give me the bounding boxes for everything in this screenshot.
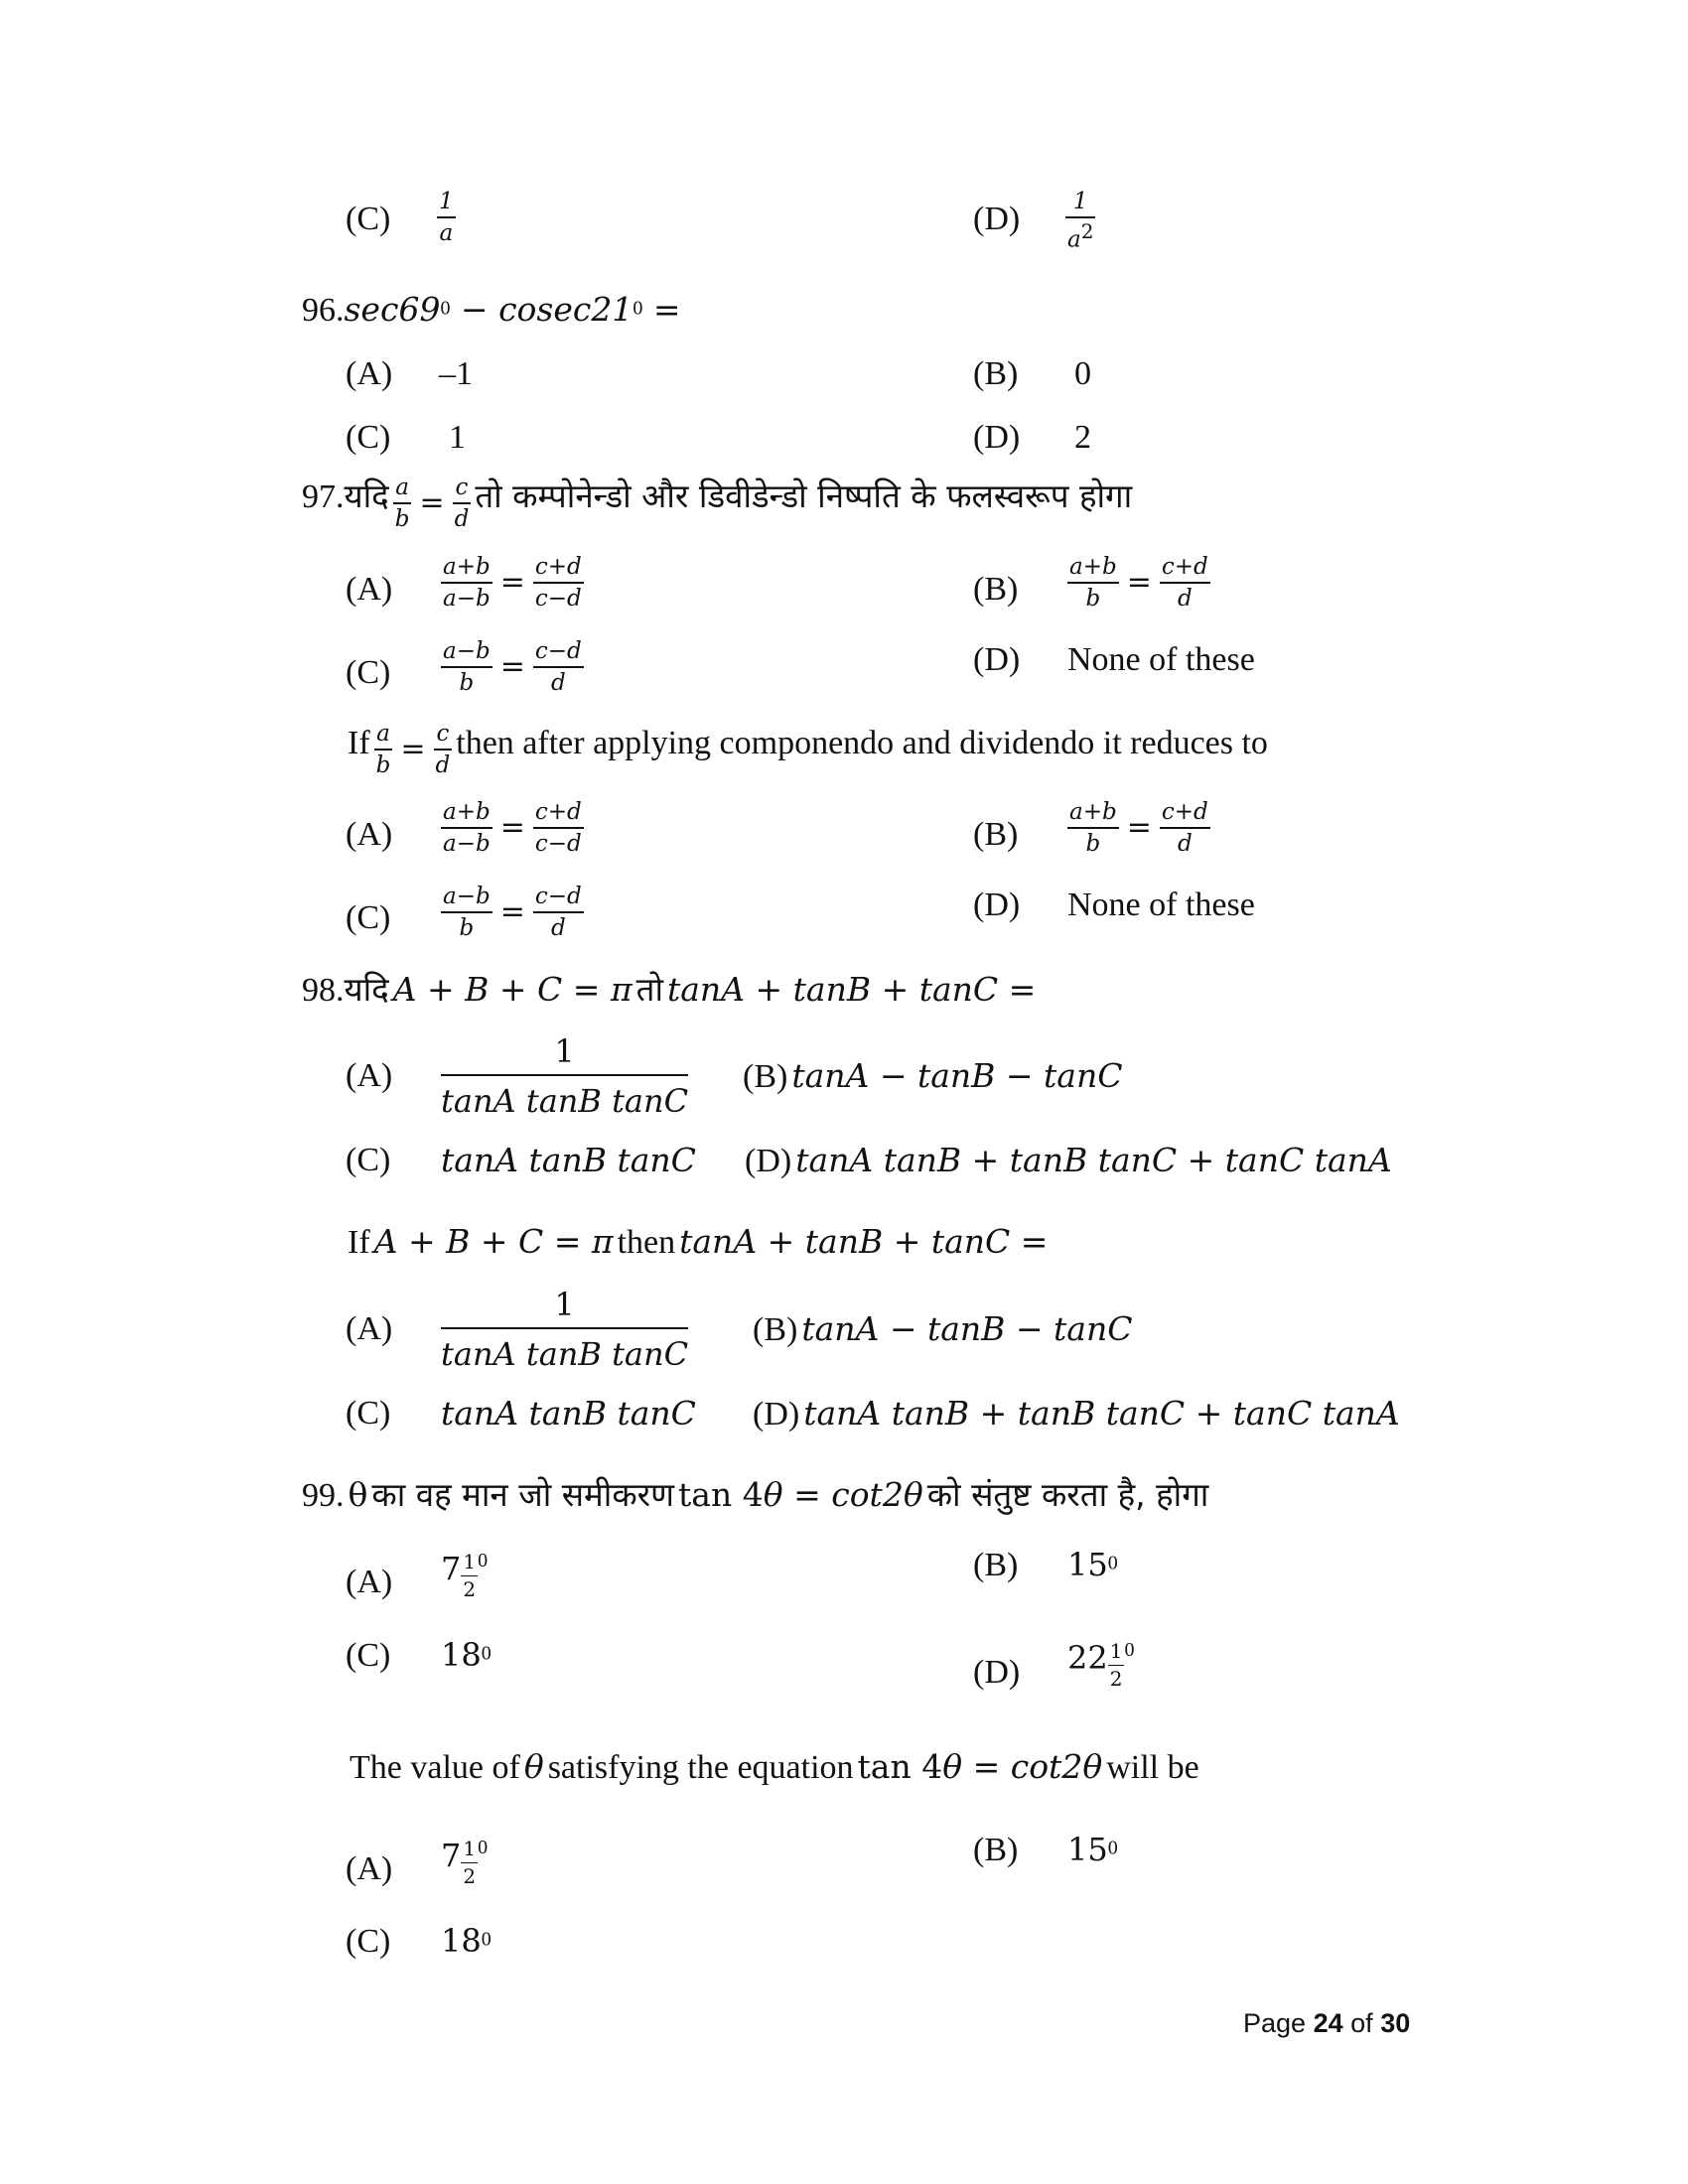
q98-en-option-d: (D) tanA tanB + tanB tanC + tanC tanA (753, 1394, 1400, 1433)
q96-question: 96.sec690 − cosec210 = (302, 290, 681, 329)
q99-hi-option-d-label: (D) (973, 1654, 1021, 1691)
q95-option-c-value (437, 189, 456, 247)
q99-en-option-a-value: 7 $\frac{1}{2}$ 0 (441, 1837, 489, 1888)
q98-en-option-b: (B) tanA − tanB − tanC (753, 1309, 1133, 1348)
q98-hi-option-b: (B) tanA − tanB − tanC (743, 1056, 1123, 1095)
q98-hi-option-c-label: (C) (346, 1142, 391, 1178)
fraction: $\frac{c}{d}$ (454, 475, 470, 533)
q98-hi-option-c-value: tanA tanB tanC (441, 1141, 696, 1179)
q96-option-b-value: 0 (1074, 355, 1091, 392)
q99-en-option-b-label: (B) (973, 1832, 1019, 1868)
fraction: $\frac{1}{a2}$ (1067, 189, 1094, 254)
q96-option-a-label: (A) (346, 355, 393, 392)
q97-en-option-c-value: $\frac{a-b}{b}$ = $\frac{c-d}{d}$ (443, 884, 582, 942)
q97-en-option-b-label: (B) (973, 816, 1019, 853)
q99-hi-option-d-value: 22 $\frac{1}{2}$ 0 (1067, 1639, 1135, 1691)
q99-hi-option-b-value: 150 (1067, 1546, 1118, 1583)
question-number: 98. (302, 972, 345, 1009)
fraction: $\frac{a}{b}$ (394, 475, 410, 533)
q99-en-option-a-label: (A) (346, 1850, 393, 1887)
q99-en-option-c-label: (C) (346, 1923, 391, 1960)
page-number-footer: Page 24 of 30 (1243, 2008, 1411, 2038)
q97-hi-option-c-value: $\frac{a-b}{b}$ = $\frac{c-d}{d}$ (443, 638, 582, 697)
question-number: 96. (302, 292, 345, 329)
q96-option-a-value: –1 (439, 355, 473, 392)
q97-hi-option-b-label: (B) (973, 571, 1019, 608)
q99-hi-option-c-label: (C) (346, 1637, 391, 1674)
q97-hi-option-c-label: (C) (346, 654, 391, 691)
q99-hi-option-a-value: 7 $\frac{1}{2}$ 0 (441, 1550, 489, 1601)
q97-hi-option-a-value: $\frac{a+b}{a-b}$ = $\frac{c+d}{c-d}$ (443, 554, 582, 613)
q96-option-d-value: 2 (1074, 419, 1091, 456)
q98-en-option-a-value: $\frac{1}{\text{tanA tanB tanC}}$ (441, 1286, 689, 1374)
q98-en-option-c-label: (C) (346, 1395, 391, 1432)
q97-question-hindi: 97.यदि $\frac{a}{b}$ = $\frac{c}{d}$ तो कम्पोनेन्डो और डिवीडेन्डो निष्पति के फलस्वरूप होगा (302, 475, 1133, 533)
q97-en-option-a-value: $\frac{a+b}{a-b}$ = $\frac{c+d}{c-d}$ (443, 799, 582, 858)
q97-hi-option-d-value: None of these (1067, 641, 1255, 678)
q97-en-option-d-label: (D) (973, 887, 1021, 923)
q97-en-option-b-value: $\frac{a+b}{b}$ = $\frac{c+d}{d}$ (1069, 799, 1208, 858)
q96-option-d-label: (D) (973, 419, 1021, 456)
q99-en-option-b-value: 150 (1067, 1831, 1118, 1868)
q98-hi-option-d: (D) tanA tanB + tanB tanC + tanC tanA (745, 1141, 1392, 1179)
question-number: 99. (302, 1477, 345, 1514)
q96-option-c-value: 1 (449, 419, 466, 456)
q96-option-c-label: (C) (346, 419, 391, 456)
q97-en-option-a-label: (A) (346, 816, 393, 853)
q96-option-b-label: (B) (973, 355, 1019, 392)
fraction: $\frac{1}{a}$ (439, 189, 454, 247)
q98-question-english: If A + B + C = π then tanA + tanB + tanC = (348, 1222, 1049, 1261)
q97-question-english: If $\frac{a}{b}$ = $\frac{c}{d}$ then after applying componendo and dividendo it reduces to (348, 721, 1268, 779)
q95-option-d-label: (D) (973, 201, 1021, 237)
question-number: 97. (302, 478, 345, 516)
q99-question-english: The value of θ satisfying the equation tan 4θ = cot2θ will be (350, 1747, 1199, 1786)
q97-en-option-c-label: (C) (346, 899, 391, 936)
q98-hi-option-a-label: (A) (346, 1057, 393, 1094)
q99-hi-option-c-value: 180 (441, 1636, 492, 1674)
q99-hi-option-a-label: (A) (346, 1564, 393, 1600)
q99-en-option-c-value: 180 (441, 1922, 492, 1960)
q95-option-d-value (1065, 189, 1095, 254)
q98-question-hindi: 98.यदि A + B + C = π तो tanA + tanB + tanC = (302, 970, 1037, 1009)
q97-hi-option-a-label: (A) (346, 571, 393, 608)
q97-hi-option-b-value: $\frac{a+b}{b}$ = $\frac{c+d}{d}$ (1069, 554, 1208, 613)
q98-hi-option-a-value: $\frac{1}{\text{tanA tanB tanC}}$ (441, 1032, 689, 1121)
q97-hi-option-d-label: (D) (973, 641, 1021, 678)
q97-en-option-d-value: None of these (1067, 887, 1255, 923)
q98-en-option-a-label: (A) (346, 1310, 393, 1347)
q98-en-option-c-value: tanA tanB tanC (441, 1394, 696, 1433)
q99-hi-option-b-label: (B) (973, 1547, 1019, 1583)
q95-option-c-label: (C) (346, 201, 391, 237)
q99-question-hindi: 99. θ का वह मान जो समीकरण tan 4θ = cot2θ को संतुष्ट करता है, होगा (302, 1475, 1209, 1514)
